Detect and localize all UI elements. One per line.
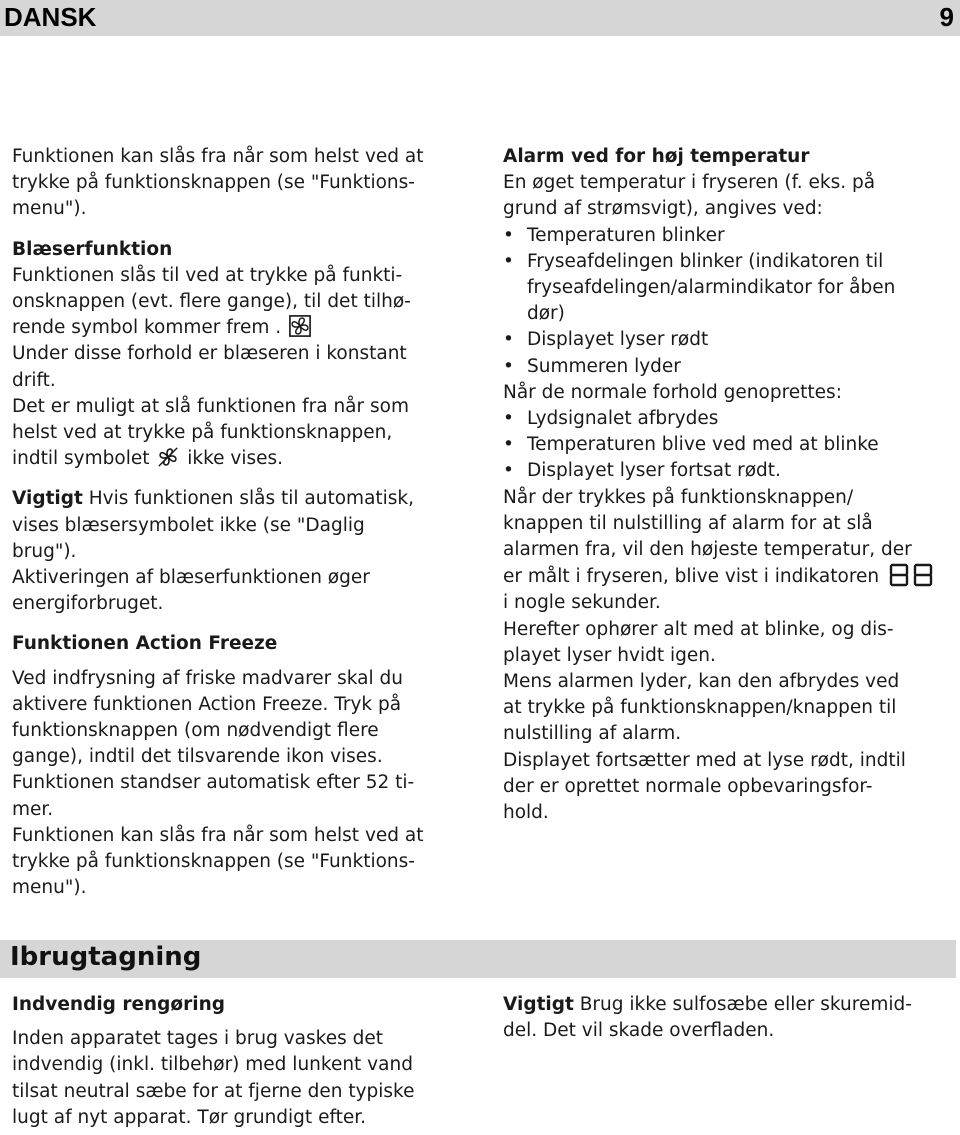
list-item-continuation: dør): [527, 303, 565, 325]
alarm-heading: Alarm ved for høj temperatur: [503, 146, 810, 167]
page-header: [0, 0, 960, 36]
text-line: Ved indfrysning af friske madvarer skal du: [12, 667, 404, 689]
intro-paragraph: [12, 144, 464, 223]
text-line: Når der trykkes på funktionsknappen/: [503, 486, 854, 508]
text-line: Når de normale forhold genoprettes:: [503, 381, 842, 403]
fan-icon: [157, 446, 179, 468]
text-line: tilsat neutral sæbe for at fjerne den typiske: [12, 1080, 415, 1102]
text-line: aktivere funktionen Action Freeze. Tryk på: [12, 693, 402, 715]
text-line: der er oprettet normale opbevaringsfor-: [503, 775, 873, 797]
text-line: drift.: [12, 369, 56, 391]
text-span: ikke vises.: [187, 448, 284, 470]
right-column: [503, 144, 953, 826]
list-item: • Displayet lyser fortsat rødt.: [503, 458, 953, 484]
text-line: onsknappen (evt. flere gange), til det tilhø-: [12, 291, 411, 313]
text-line: i nogle sekunder.: [503, 592, 661, 614]
text-line: mer.: [12, 798, 54, 820]
important-note-column: [503, 992, 953, 1044]
cleaning-heading: Indvendig rengøring: [12, 994, 226, 1015]
section-title: Ibrugtagning: [10, 942, 202, 972]
text-line: energiforbruget.: [12, 593, 164, 615]
text-line: Mens alarmen lyder, kan den afbrydes ved: [503, 671, 900, 693]
text-line: Aktiveringen af blæserfunktionen øger: [12, 567, 370, 589]
text-line: Funktionen slås til ved at trykke på funkti-: [12, 264, 403, 286]
text-line: Under disse forhold er blæseren i konstant: [12, 343, 407, 365]
text-line: funktionsknappen (om nødvendigt flere: [12, 720, 379, 742]
important-label: Vigtigt: [503, 994, 574, 1015]
text-span: Hvis funktionen slås til automatisk,: [82, 488, 415, 510]
text-line: knappen til nulstilling af alarm for at slå: [503, 512, 873, 534]
text-line: trykke på funktionsknappen (se "Funktions-: [12, 851, 415, 873]
language-label: DANSK: [4, 2, 97, 32]
text-line: gange), indtil det tilsvarende ikon vises.: [12, 746, 383, 768]
list-item: • Lydsignalet afbrydes: [503, 406, 953, 432]
text-line: Det er muligt at slå funktionen fra når som: [12, 395, 409, 417]
text-line: menu").: [12, 198, 87, 220]
list-item: • Summeren lyder: [503, 354, 953, 380]
text-line: lugt af nyt apparat. Tør grundigt efter.: [12, 1106, 367, 1128]
text-line: grund af strømsvigt), angives ved:: [503, 198, 823, 220]
text-line: menu").: [12, 877, 87, 899]
text-line: indvendig (inkl. tilbehør) med lunkent vand: [12, 1054, 413, 1076]
text-line: Inden apparatet tages i brug vaskes det: [12, 1028, 383, 1050]
text-line: Displayet fortsætter med at lyse rødt, indtil: [503, 749, 906, 771]
text-span: rende symbol kommer frem .: [12, 317, 282, 339]
text-line: helst ved at trykke på funktionsknappen,: [12, 422, 393, 444]
text-line: [12, 315, 464, 341]
text-line: brug").: [12, 540, 77, 562]
text-line: Herefter ophører alt med at blinke, og dis-: [503, 618, 894, 640]
cleaning-column: [12, 992, 464, 1131]
list-item: • Displayet lyser rødt: [503, 327, 953, 353]
list-item-continuation: fryseafdelingen/alarmindikator for åben: [527, 277, 896, 299]
text-line: trykke på funktionsknappen (se "Funktions-: [12, 172, 415, 194]
list-item: • Temperaturen blive ved med at blinke: [503, 432, 953, 458]
text-line: [503, 563, 953, 590]
action-freeze-heading: Funktionen Action Freeze: [12, 633, 278, 655]
text-line: vises blæsersymbolet ikke (se "Daglig: [12, 514, 365, 536]
text-span: indtil symbolet: [12, 448, 150, 470]
text-line: En øget temperatur i fryseren (f. eks. på: [503, 172, 876, 194]
seven-segment-display-icon: [889, 563, 933, 587]
text-line: [12, 486, 464, 512]
text-line: Funktionen kan slås fra når som helst ved at: [12, 146, 424, 167]
text-span: er målt i fryseren, blive vist i indikatoren: [503, 566, 880, 588]
section-heading-bar: [0, 940, 956, 978]
text-line: del. Det vil skade overfladen.: [503, 1020, 775, 1042]
text-line: [503, 992, 953, 1018]
text-line: playet lyser hvidt igen.: [503, 644, 716, 666]
left-column: [12, 144, 464, 901]
text-line: Funktionen standser automatisk efter 52 ti-: [12, 772, 415, 794]
text-line: at trykke på funktionsknappen/knappen til: [503, 697, 897, 719]
text-line: [12, 446, 464, 472]
text-line: alarmen fra, vil den højeste temperatur, der: [503, 539, 912, 561]
text-line: nulstilling af alarm.: [503, 723, 682, 745]
text-line: Funktionen kan slås fra når som helst ved at: [12, 824, 424, 846]
text-line: hold.: [503, 802, 549, 824]
action-freeze-paragraph: [12, 666, 464, 902]
page-number: 9: [939, 2, 954, 32]
important-label: Vigtigt: [12, 488, 83, 510]
fan-heading: Blæserfunktion: [12, 238, 173, 260]
list-item: • Fryseafdelingen blinker (indikatoren til: [503, 249, 953, 275]
fan-icon: [289, 315, 311, 337]
list-item: • Temperaturen blinker: [503, 223, 953, 249]
text-span: Brug ikke sulfosæbe eller skuremid-: [573, 994, 912, 1015]
